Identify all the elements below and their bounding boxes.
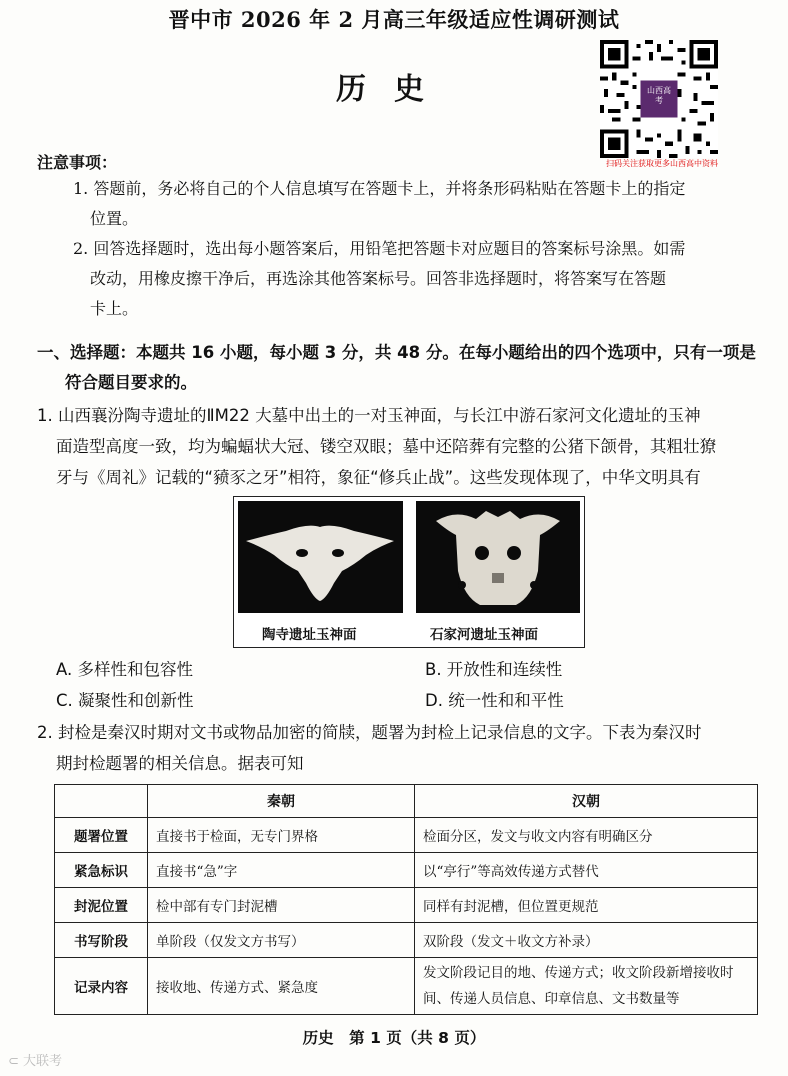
watermark bbox=[8, 1050, 62, 1069]
table-row bbox=[55, 853, 758, 888]
qr-code bbox=[600, 40, 718, 158]
shijiahe-jade-mask-image bbox=[416, 501, 580, 613]
notice-item-1-line-1: 1. 答题前，务必将自己的个人信息填写在答题卡上，并将条形码粘贴在答题卡上的指定 bbox=[73, 179, 686, 198]
question-2-stem bbox=[37, 717, 759, 779]
exam-title: 晋中市 2026 年 2 月高三年级适应性调研测试 bbox=[168, 7, 620, 32]
table-row bbox=[55, 888, 758, 923]
table-header-cell: 汉朝 bbox=[415, 785, 758, 818]
watermark-text: 大联考 bbox=[23, 1054, 63, 1069]
q2-line-1: 2. 封检是秦汉时期对文书或物品加密的简牍，题署为封检上记录信息的文字。下表为秦汉时 bbox=[37, 723, 702, 742]
page-footer: 历史 第 1 页（共 8 页） bbox=[302, 1029, 486, 1047]
table-row-label: 紧急标识 bbox=[55, 853, 148, 888]
notice-item-2-line-3: 卡上。 bbox=[90, 299, 139, 318]
table-header-cell: 秦朝 bbox=[148, 785, 415, 818]
q1-option-b: B. 开放性和连续性 bbox=[425, 660, 563, 679]
section-heading-line-2: 符合题目要求的。 bbox=[65, 373, 197, 392]
notice-item-1-line-2: 位置。 bbox=[90, 209, 139, 228]
notice-heading: 注意事项： bbox=[37, 153, 118, 172]
table-cell: 以“亭行”等高效传递方式替代 bbox=[415, 853, 758, 888]
q1-option-d: D. 统一性和和平性 bbox=[425, 691, 564, 710]
fig-caption-taosi: 陶寺遗址玉神面 bbox=[262, 627, 357, 643]
table-cell: 接收地、传递方式、紧急度 bbox=[148, 958, 415, 1015]
table-cell: 直接书于检面，无专门界格 bbox=[148, 818, 415, 853]
table-row bbox=[55, 818, 758, 853]
table-cell: 单阶段（仅发文方书写） bbox=[148, 923, 415, 958]
table-cell: 检面分区，发文与收文内容有明确区分 bbox=[415, 818, 758, 853]
table-cell: 同样有封泥槽，但位置更规范 bbox=[415, 888, 758, 923]
notice-item-2-line-1: 2. 回答选择题时，选出每小题答案后，用铅笔把答题卡对应题目的答案标号涂黑。如需 bbox=[73, 239, 686, 258]
table-header-row bbox=[55, 785, 758, 818]
table-cell: 发文阶段记目的地、传递方式；收文阶段新增接收时间、传递人员信息、印章信息、文书数量等 bbox=[415, 958, 758, 1015]
table-row-label: 题署位置 bbox=[55, 818, 148, 853]
taosi-jade-mask-image bbox=[238, 501, 403, 613]
q2-table bbox=[54, 784, 758, 1015]
q1-option-a: A. 多样性和包容性 bbox=[56, 660, 193, 679]
q1-line-3: 牙与《周礼》记载的“豮豕之牙”相符，象征“修兵止战”。这些发现体现了，中华文明具有 bbox=[56, 468, 701, 487]
table-cell: 检中部有专门封泥槽 bbox=[148, 888, 415, 923]
table-row-label: 记录内容 bbox=[55, 958, 148, 1015]
fig-caption-shijiahe: 石家河遗址玉神面 bbox=[430, 627, 538, 643]
q1-line-1: 1. 山西襄汾陶寺遗址的ⅡM22 大墓中出土的一对玉神面，与长江中游石家河文化遗址的玉神 bbox=[37, 406, 701, 425]
table-row-label: 书写阶段 bbox=[55, 923, 148, 958]
q1-figure bbox=[233, 496, 585, 648]
q2-line-2: 期封检题署的相关信息。据表可知 bbox=[56, 754, 304, 773]
q1-line-2: 面造型高度一致，均为蝙蝠状大冠、镂空双眼；墓中还陪葬有完整的公猪下颌骨，其粗壮獠 bbox=[56, 437, 716, 456]
q1-option-c: C. 凝聚性和创新性 bbox=[56, 691, 194, 710]
qr-caption: 扫码关注获取更多山西高中资料 bbox=[606, 159, 718, 168]
table-row bbox=[55, 958, 758, 1015]
table-header-cell bbox=[55, 785, 148, 818]
subject-title: 历史 bbox=[336, 72, 452, 107]
qr-logo-text: 山西高考 bbox=[647, 86, 671, 105]
notice-item-2-line-2: 改动，用橡皮擦干净后，再选涂其他答案标号。回答非选择题时，将答案写在答题 bbox=[90, 269, 667, 288]
section-heading-line-1: 一、选择题：本题共 16 小题，每小题 3 分，共 48 分。在每小题给出的四个选项中，只有一项是 bbox=[37, 343, 756, 362]
table-row-label: 封泥位置 bbox=[55, 888, 148, 923]
table-row bbox=[55, 923, 758, 958]
question-1-stem bbox=[37, 400, 759, 493]
table-cell: 双阶段（发文＋收文方补录） bbox=[415, 923, 758, 958]
table-cell: 直接书“急”字 bbox=[148, 853, 415, 888]
watermark-logo-icon: ⊂ bbox=[8, 1054, 19, 1069]
section-heading bbox=[37, 338, 757, 398]
